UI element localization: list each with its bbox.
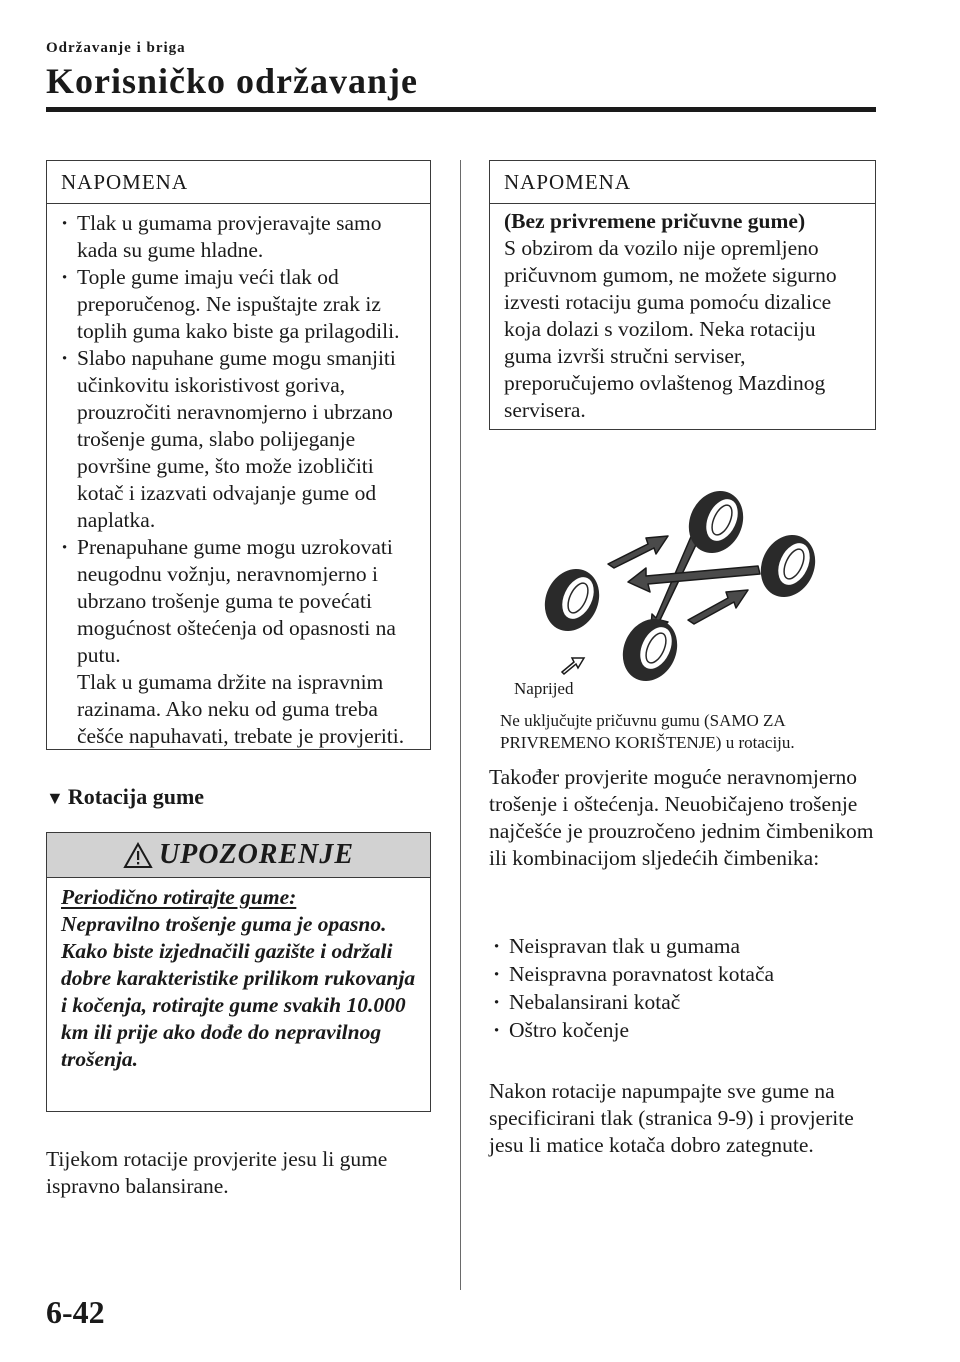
note-extra-text: Tlak u gumama držite na ispravnim razinama. Ako neku od guma treba češće napuhavati, trebate je provjeriti. (77, 670, 405, 748)
list-item: · Oštro kočenje (493, 1016, 873, 1044)
note-box-tire-pressure (46, 160, 431, 750)
paragraph-after-rotation: Nakon rotacije napumpajte sve gume na specificirani tlak (stranica 9-9) i provjerite jesu li matice kotača dobro zategnute. (489, 1079, 854, 1157)
note-subheading: (Bez privremene pričuvne gume) (504, 209, 806, 233)
list-item: · Tople gume imaju veći tlak od preporučenog. Ne ispuštajte zrak iz toplih guma kako biste ga prilagodili. (61, 264, 418, 345)
note-text: S obzirom da vozilo nije opremljeno pričuvnom gumom, ne možete sigurno izvesti rotaciju guma pomoću dizalice koja dolazi s vozilom. Neka rotaciju guma izvrši stručni serviser, preporučujemo ovlaštenog Mazdinog servisera. (504, 236, 837, 422)
list-item: · Neispravan tlak u gumama (493, 932, 873, 960)
warning-triangle-icon (123, 842, 153, 869)
arrow-rear-left-to-front-left (608, 536, 668, 568)
warning-text: Nepravilno trošenje guma je opasno. Kako biste izjednačili gazište i održali dobre karakteristike prilikom rukovanja i kočenja, rotirajte gume svakih 10.000 km ili prije ako dođe do nepravilnog trošenja. (61, 912, 416, 1071)
header-rule (46, 107, 876, 112)
list-item: · Neispravna poravnatost kotača (493, 960, 873, 988)
note-body (47, 204, 430, 758)
arrow-rear-right-to-front-right (688, 590, 748, 624)
front-arrow-icon (562, 658, 584, 674)
arrow-front-right-to-rear-left (628, 566, 760, 592)
section-heading (46, 784, 204, 810)
warning-header (47, 833, 430, 878)
front-label: Naprijed (514, 679, 574, 698)
note-box-no-spare (489, 160, 876, 430)
column-divider (460, 160, 461, 1290)
warning-box (46, 832, 431, 1112)
warning-body (47, 878, 430, 1081)
list-item: · Tlak u gumama provjeravajte samo kada su gume hladne. (61, 210, 418, 264)
warning-subtitle: Periodično rotirajte gume: (61, 885, 297, 909)
note-body (490, 204, 875, 432)
tire-rotation-diagram (500, 480, 840, 700)
section-heading-text: Rotacija gume (67, 784, 205, 809)
paragraph-balance: Tijekom rotacije provjerite jesu li gume ispravno balansirane. (46, 1147, 388, 1198)
figure-caption: Ne uključujte pričuvnu gumu (SAMO ZA PRIVREMENO KORIŠTENJE) u rotaciju. (500, 711, 795, 752)
page-title: Korisničko održavanje (46, 61, 418, 101)
note-heading: NAPOMENA (47, 161, 430, 204)
warning-title: UPOZORENJE (158, 839, 355, 870)
tire-front-right (751, 526, 825, 606)
list-item: · Slabo napuhane gume mogu smanjiti učinkovitu iskoristivost goriva, prouzročiti neravnomjerno i ubrzano trošenje guma, slabo polijeganje površine gume, što može izobličiti kotač i izazvati odvajanje gume od naplatka. (61, 345, 418, 534)
list-item: · Nebalansirani kotač (493, 988, 873, 1016)
note-heading: NAPOMENA (490, 161, 875, 204)
rotation-arrows (608, 525, 760, 638)
paragraph-wear: Također provjerite moguće neravnomjerno trošenje i oštećenja. Neuobičajeno trošenje najčešće je prouzročeno jednim čimbenikom ili kombinacijom sljedećih čimbenika: (489, 765, 874, 870)
causes-list (493, 932, 873, 1044)
tire-rear-right (613, 610, 687, 690)
triangle-down-icon: ▼ (46, 788, 64, 808)
section-label: Održavanje i briga (46, 40, 186, 56)
tire-rear-left (535, 560, 609, 640)
list-item: · Prenapuhane gume mogu uzrokovati neugodnu vožnju, neravnomjerno i ubrzano trošenje guma te povećati mogućnost oštećenja od opasnosti na putu. (61, 534, 418, 669)
page-number: 6-42 (46, 1294, 105, 1330)
